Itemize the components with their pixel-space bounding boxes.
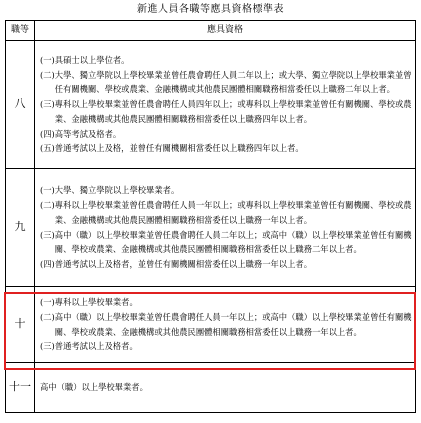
item-text: 普通考試以上及格者，並曾任有關機關相當委任以上職務一年以上者。 [54,258,312,269]
rank-cell: 十一 [6,363,35,413]
requirement-item [40,339,413,354]
requirement-item [40,141,413,156]
item-number: (五) [40,143,55,154]
requirements-cell [35,363,416,413]
item-text: 大學、獨立學院以上學校畢業並曾任農會聘任人員二年以上；或大學、獨立學院以上學校畢業並曾任有關機關、學校或農業、金融機構或其他農民團體相關職務相當委任以上職務二年以上者。 [54,69,412,95]
rank-cell: 九 [6,169,35,287]
item-text: 專科以上學校畢業者。 [54,297,138,308]
item-text: 高中（職）以上學校畢業並曾任農會聘任人員二年以上；或高中（職）以上學校畢業並曾任有關機關、學校或農業、金融機構或其他農民團體相關職務相當委任以上職務二年以上者。 [54,229,412,255]
table-row-rank-9 [6,169,416,287]
table-row-rank-11 [6,363,416,413]
item-number: (一) [40,185,55,196]
item-number: (三) [40,341,55,352]
requirement-item [40,68,413,97]
requirement-item [40,183,413,198]
requirement-item [40,198,413,227]
requirements-cell [35,169,416,287]
requirements-cell [35,41,416,169]
table-row-rank-10 [6,287,416,363]
item-text: 專科以上學校畢業並曾任農會聘任人員四年以上；或專科以上學校畢業並曾任有關機關、學校或農業、金融機構或其他農民團體相關職務相當委任以上職務四年以上者。 [54,99,412,124]
item-text: 高中（職）以上學校畢業者。 [40,382,148,393]
item-text: 高等考試及格者。 [54,128,122,139]
item-text: 高中（職）以上學校畢業並曾任農會聘任人員一年以上；或高中（職）以上學校畢業並曾任有關機關、學校或農業、金融機構或其他農民團體相關職務相當委任以上職務一年以上者。 [54,311,412,337]
item-number: (一) [40,55,55,66]
qualification-table [5,20,416,413]
item-number: (二) [40,200,55,211]
item-number: (三) [40,99,55,110]
item-number: (二) [40,311,55,322]
rank-cell: 八 [6,41,35,169]
requirement-item [40,295,413,310]
item-text: 普通考試以上及格者。 [54,341,138,352]
header-requirements: 應具資格 [35,21,416,41]
requirement-item [40,310,413,339]
requirement-item [40,380,413,395]
item-text: 具碩士以上學位者。 [54,55,130,66]
header-rank: 職等 [6,21,35,41]
table-row-rank-8 [6,41,416,169]
item-number: (二) [40,69,55,80]
requirements-cell [35,287,416,363]
requirement-item [40,228,413,257]
item-number: (一) [40,297,55,308]
rank-cell: 十 [6,287,35,363]
requirement-item [40,53,413,68]
document-title: 新進人員各職等應具資格標準表 [137,4,284,15]
item-text: 專科以上學校畢業並曾任農會聘任人員一年以上；或專科以上學校畢業並曾任有關機關、學校或農業、金融機構或其他農民團體相關職務相當委任以上職務一年以上者。 [54,200,412,225]
requirement-item [40,127,413,142]
requirement-item [40,97,413,126]
item-number: (四) [40,128,55,139]
item-number: (三) [40,229,55,240]
requirement-item [40,257,413,272]
item-text: 普通考試以上及格，並曾任有關機關相當委任以上職務四年以上者。 [54,143,304,154]
item-number: (四) [40,258,55,269]
item-text: 大學、獨立學院以上學校畢業者。 [54,185,180,196]
table-header-row [6,21,416,41]
